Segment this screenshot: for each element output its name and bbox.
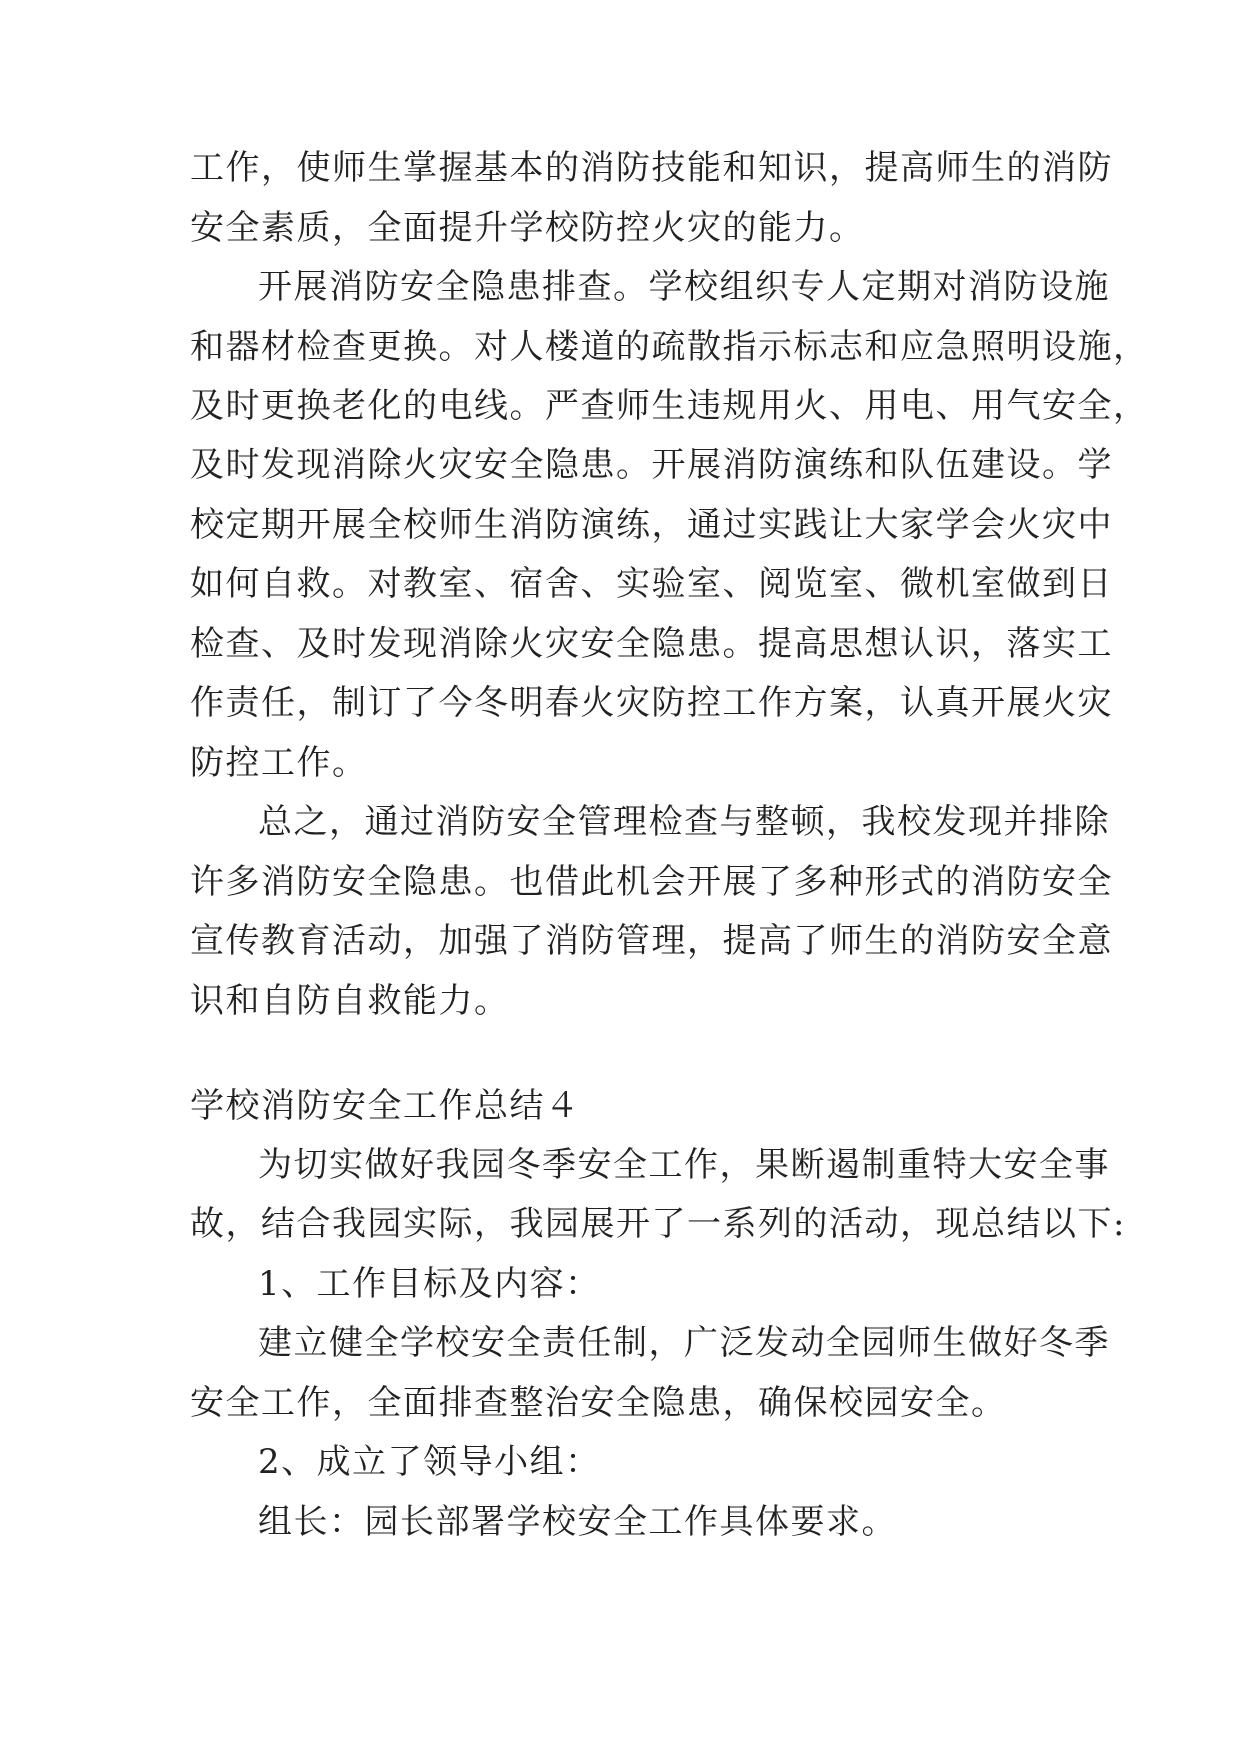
paragraph-line: 宣传教育活动，加强了消防管理，提高了师生的消防安全意 xyxy=(190,921,1113,961)
list-item-title: 1、工作目标及内容： xyxy=(258,1264,601,1304)
paragraph-line: 安全工作，全面排查整治安全隐患，确保校园安全。 xyxy=(190,1383,1007,1423)
paragraph-line: 工作，使师生掌握基本的消防技能和知识，提高师生的消防 xyxy=(190,148,1113,188)
paragraph-line: 总之，通过消防安全管理检查与整顿，我校发现并排除 xyxy=(258,802,1110,842)
section-heading: 学校消防安全工作总结４ xyxy=(190,1086,581,1126)
paragraph-line: 故，结合我园实际，我园展开了一系列的活动，现总结以下: xyxy=(190,1204,1126,1244)
paragraph-line: 检查、及时发现消除火灾安全隐患。提高思想认识，落实工 xyxy=(190,624,1113,664)
paragraph-line: 和器材检查更换。对人楼道的疏散指示标志和应急照明设施， xyxy=(190,327,1149,367)
paragraph-line: 如何自救。对教室、宿舍、实验室、阅览室、微机室做到日 xyxy=(190,564,1113,604)
paragraph-line: 防控工作。 xyxy=(190,743,368,783)
paragraph-line: 作责任，制订了今冬明春火灾防控工作方案，认真开展火灾 xyxy=(190,683,1113,723)
paragraph-line: 为切实做好我园冬季安全工作，果断遏制重特大安全事 xyxy=(258,1145,1110,1185)
paragraph-line: 组长：园长部署学校安全工作具体要求。 xyxy=(258,1502,897,1542)
paragraph-line: 校定期开展全校师生消防演练，通过实践让大家学会火灾中 xyxy=(190,505,1113,545)
paragraph-line: 及时发现消除火灾安全隐患。开展消防演练和队伍建设。学 xyxy=(190,445,1113,485)
paragraph-line: 识和自防自救能力。 xyxy=(190,981,510,1021)
paragraph-line: 安全素质，全面提升学校防控火灾的能力。 xyxy=(190,208,865,248)
paragraph-line: 及时更换老化的电线。严查师生违规用火、用电、用气安全， xyxy=(190,386,1149,426)
paragraph-line: 建立健全学校安全责任制，广泛发动全园师生做好冬季 xyxy=(258,1323,1110,1363)
list-item-title: 2、成立了领导小组： xyxy=(258,1442,601,1482)
paragraph-line: 开展消防安全隐患排查。学校组织专人定期对消防设施 xyxy=(258,267,1110,307)
paragraph-line: 许多消防安全隐患。也借此机会开展了多种形式的消防安全 xyxy=(190,862,1113,902)
